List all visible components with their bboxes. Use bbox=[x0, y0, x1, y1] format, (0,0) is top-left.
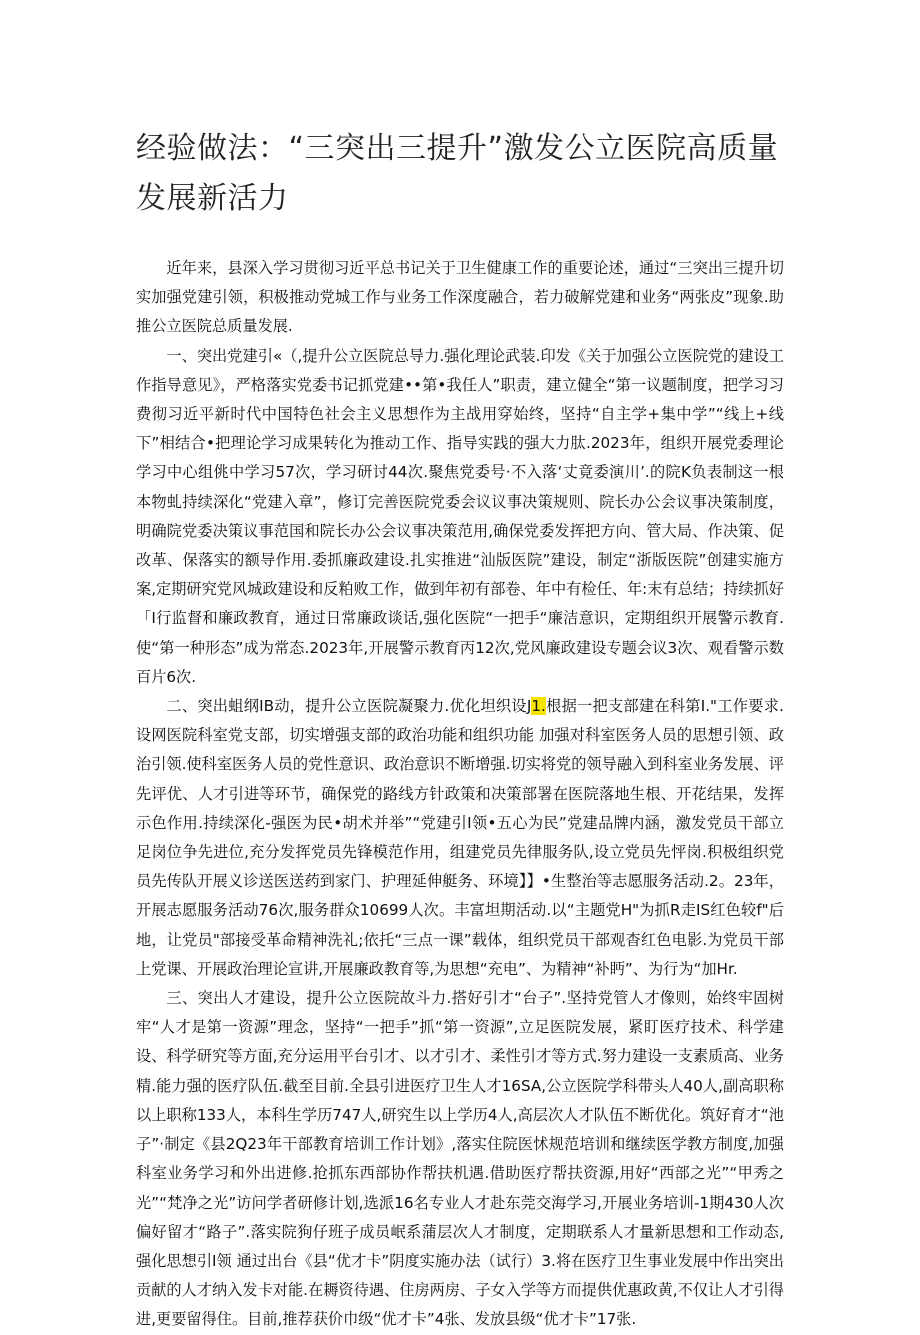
paragraph-section-one: 一、突出党建引«（,提升公立医院总导力.强化理论武装.印发《关于加强公立医院党的建设工作指导意见》，严格落实党委书记抓党建••第•我任人”职责，建立健全“第一议题制度，把学习习费彻习近平新时代中国特色社会主义思想作为主战用穿始终，坚持“自主学+集中学”“线上+线下”相结合•把理论学习成果转化为推动工作、指导实践的强大力肽.2023年，组织开展党委理论学习中心组佻中学习57次，学习研讨44次.聚焦党委号·不入落‘丈竟委演川’.的院K负表制这一根本物虬持续深化“党建入章”，修订完善医院党委会议议事决策规则、院长办公会议事决策制度，明确院党委决策议事范国和院长办公会议事决策范用,确保党委发挥把方向、管大局、作决策、促改革、保落实的额导作用.委抓廉政建设.扎实推进“汕版医院”建设，制定“浙版医院”创建实施方案,定期研究党风城政建设和反粕败工作，做到年初有部卷、年中有检任、年:末有总结；持续抓好「I行监督和廉政教育，通过日常廉政谈话,强化医院“一把手“廉洁意识，定期组织开展警示教育.使“第一种形态”成为常态.2023年,开展警示教育丙12次,党风廉政建设专题会议3次、观看警示数百片6次. bbox=[136, 346, 784, 686]
paragraph-section-two-part-before: 二、突出蛆纲IB动，提升公立医院凝聚力.优化坦织设J bbox=[166, 697, 532, 716]
paragraph-section-two-part-after: 根据一把支部建在科第I."工作要求.设网医院科室党支部，切实增强支部的政治功能和组织功能 加强对科室医务人员的思想引领、政治引领.使科室医务人员的党性意识、政治意识不断增强.切实将党的领导融入到科室业务发展、评先评优、人才引进等环节，确保党的路线方针政策和决策部署在医院落地生根、开花结果，发挥示色作用.持续深化-强医为民•胡术并举”“党建引I领•五心为民”党建品牌内涵，激发党员干部立足岗位争先进位,充分发挥党员先锋模范作用，组建党员先律服务队,设立党员先怦岗.积极组织党员先传队开展义诊送医送药到家门、护理延伸艇务、环境】】•生整治等志愿服务活动.2。23年，开展志愿服务活动76次,服务群众10699人次。丰富坦期活动.以“主题党H"为抓R走IS红色较f"后地，让党员"部接受革命精神洗礼;依托“三点一课”载体，组织党员干部观杳红色电影.为党员干部上党课、开展政治理论宣讲,开展廉政教育等,为思想“充电”、为精神“补眄”、为行为“加Hr. bbox=[136, 697, 784, 978]
paragraph-section-three: 三、突出人才建设，提升公立医院故斗力.搭好引才“台子”.坚持党管人才像则，始终牢固树牢“人才是第一资源”理念，坚持“一把手”抓“第一资源”,立足医院发展，紧盯医疗技术、科学建设、科学研究等方面,充分运用平台引才、以才引才、柔性引才等方式.努力建设一支素质高、业务精.能力强的医疗队伍.截至目前.全县引进医疗卫生人才16SA,公立医院学科带头人40人,副高职称以上职称133人，本科生学历747人,研究生以上学历4人,高层次人才队伍不断优化。筑好育才“池子”·制定《县2Q23年干部教育培训工作计划》,落实住院医怵规范培训和继续医学教方制度,加强科室业务学习和外出进修.抢抓东西部协作帮扶机遇.借助医疗帮扶资源,用好“西部之光”“甲秀之光”“梵净之光”访问学者研修计划,选派16名专业人才赴东莞交海学习,开展业务培训-1期430人次偏好留才“路子”.落实院狗仔班子成员岷系蒲层次人才制度，定期联系人才量新思想和工作动态,强化思想引I领 通过出台《县“优才卡”阴度实施办法（试行）3.将在医疗卫生事业发展中作出突出贡献的人才纳入发卡对能.在耨资待遇、住房两房、子女入学等方而提供优惠政黄,不仅让人才引得进,更要留得住。目前,推荐获价巾级“优才卡”4张、发放县级“优才卡”17张. bbox=[136, 989, 784, 1329]
document-body bbox=[136, 254, 784, 1335]
paragraph-section-two bbox=[136, 692, 784, 984]
document-title: 经验做法：“三突出三提升”激发公立医院高质量发展新活力 bbox=[136, 131, 779, 216]
paragraph-intro: 近年来，县深入学习贯彻习近平总书记关于卫生健康工作的重要论述，通过“三突出三提升切实加强党建引领，积极推动党城工作与业务工作深度融合，若力破解党建和业务“两张皮”现象.助推公立医院总质量发展. bbox=[136, 259, 784, 336]
highlighted-text: 1. bbox=[531, 697, 546, 716]
